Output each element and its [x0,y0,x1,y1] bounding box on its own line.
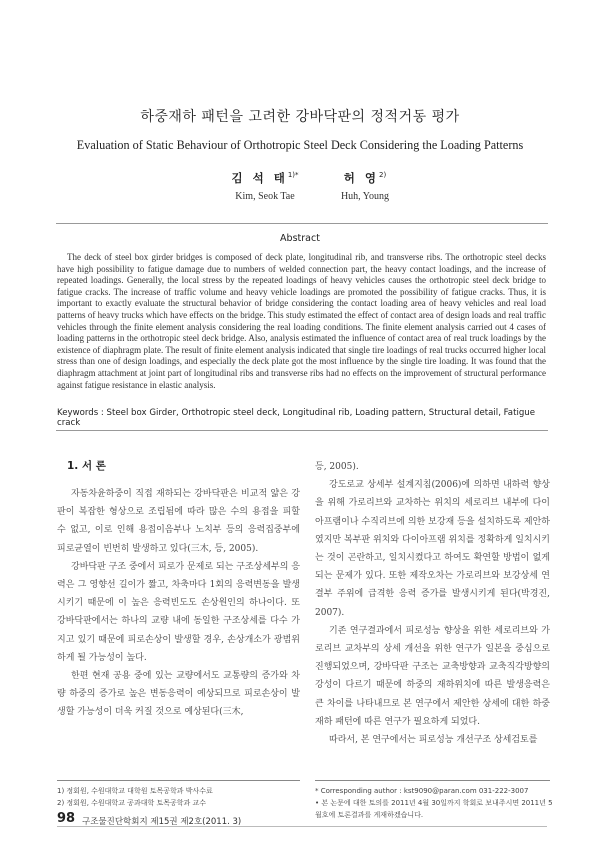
left-column [57,458,300,722]
author-1-sup: 1)* [287,171,299,180]
footnote-divider [315,780,550,781]
footnote-divider [57,780,300,781]
paragraph: 기존 연구결과에서 피로성능 향상을 위한 세로리브와 가로리브 교차부의 상세 개선을 위한 연구가 일본을 중심으로진행되었으며, 강바닥판 구조는 교축방향과 교축직각방향의 강성이 다르기 때문에 하중의 재하위치에 따른 발생응력은 큰 차이를 나타내므로 본 연구에서 제안한 상세에 대한 하중재하 패턴에 따른 연구가 필요하게 되었다. [315,625,550,727]
paragraph: 등, 2005). [315,462,359,472]
footnote: • 본 논문에 대한 토의를 2011년 4월 30일까지 학회로 보내주시면 2011년 5월호에 토론결과를 게재하겠습니다. [315,799,553,819]
author-2 [305,170,425,202]
section-heading: 1. 서 론 [67,460,106,472]
title-english: Evaluation of Static Behaviour of Orthotropic Steel Deck Considering the Loading Patterns [76,138,524,152]
author-1-name-ko: 김 석 태 [231,171,288,185]
journal-name: 구조물진단학회지 제15권 제2호(2011. 3) [82,817,242,827]
right-column [315,458,550,749]
author-2-name-ko: 허 영 [343,171,380,185]
author-1-name-en: Kim, Seok Tae [235,191,295,202]
footnote: 1) 정회원, 수원대학교 대학원 토목공학과 박사수료 [57,787,213,795]
paragraph: 자동차윤하중이 직접 재하되는 강바닥판은 비교적 얇은 강판이 복잡한 형상으로 조립됨에 따라 많은 수의 용접을 피할 수 없고, 이로 인해 용접이음부나 노치부 등의 응력집중부에 피로균열이 빈번히 발생하고 있다(三木, 등, 2005). [57,489,300,554]
abstract-heading: Abstract [280,233,320,244]
author-2-name-en: Huh, Young [340,191,390,202]
title-korean: 하중재하 패턴을 고려한 강바닥판의 정적거동 평가 [140,109,460,125]
footnote: 2) 정회원, 수원대학교 공과대학 토목공학과 교수 [57,799,207,807]
footnotes-right [315,785,555,821]
footnote: * Corresponding author : kst9090@paran.com 031-222-3007 [315,787,529,795]
abstract-text: The deck of steel box girder bridges is composed of deck plate, longitudinal rib, and transverse ribs. The orthotropic steel decks have high possibility to fatigue damage due to numbers of welded connection part, the heavy contact loadings, and the increase of repeated loadings. Generally, the local stress by the repeated loadings of heavy vehicles causes the orthotropic steel deck bridge to fatigue cracks. The increase of traffic volume and heavy vehicle loadings are promoted the possibility of fatigue cracks. Thus, it is important to exactly evaluate the structural behavior of bridge considering the contact loading area of heavy vehicles and real load patterns of heavy trucks which have effects on the bridge. This study estimated the effect of contact area of design loads and real traffic vehicles through the finite element analysis considering the real loading conditions. The finite element analysis carried out 4 cases of loading patterns in the orthotropic steel deck bridge. Also, analysis estimated the influence of contact area of real truck loadings by the existence of diaphragm plate. The result of finite element analysis indicated that single tire loadings of real trucks occurred higher local stress than one of design loadings, and especially the deck plate got the most influence by the single tire loading. It was found that the diaphragm attachment at joint part of longitudinal ribs and transverse ribs had no effects on the improvement of structural performance against fatigue resistance in elastic analysis. [57,252,546,390]
author-2-sup: 2) [379,171,387,180]
paragraph: 한편 현재 공용 중에 있는 교량에서도 교통량의 증가와 차량 하중의 증가로 높은 변동응력이 예상되므로 피로손상이 발생할 가능성이 더욱 커질 것으로 예상된다(三木, [57,671,300,718]
keywords: Keywords : Steel box Girder, Orthotropic steel deck, Longitudinal rib, Loading pattern, Structural detail, Fatigue crack [57,408,536,428]
paragraph: 강도로교 상세부 설계지침(2006)에 의하면 내하력 향상을 위해 가로리브와 교차하는 위치의 세로리브 내부에 다이아프램이나 수직리브에 의한 보강재 등을 설치하도록 제안하였지만 복부판 위치와 다이아프램 위치를 정확하게 일치시키는 것이 곤란하고, 일치시켰다고 하여도 확연할 방법이 없게 되는 문제가 있다. 또한 제작오차는 가로리브와 보강상세 연결부 주위에 급격한 응력 증가를 발생시키게 된다(박경진, 2007). [315,480,550,618]
footer-divider [57,826,547,827]
paragraph: 강바닥판 구조 중에서 피로가 문제로 되는 구조상세부의 응력은 그 영향선 길이가 짧고, 차축마다 1회의 응력변동을 발생시키기 때문에 이 높은 응력빈도도 손상원인의 하나이다. 또 강바닥판에서는 하나의 교량 내에 동일한 구조상세를 다수 가지고 있기 때문에 피로손상이 발생할 경우, 손상개소가 광범위하게 될 가능성이 높다. [57,561,300,663]
page-number: 98 [57,811,76,826]
paragraph: 따라서, 본 연구에서는 피로성능 개선구조 상세검토를 [329,735,538,746]
footnotes-left [57,785,300,809]
